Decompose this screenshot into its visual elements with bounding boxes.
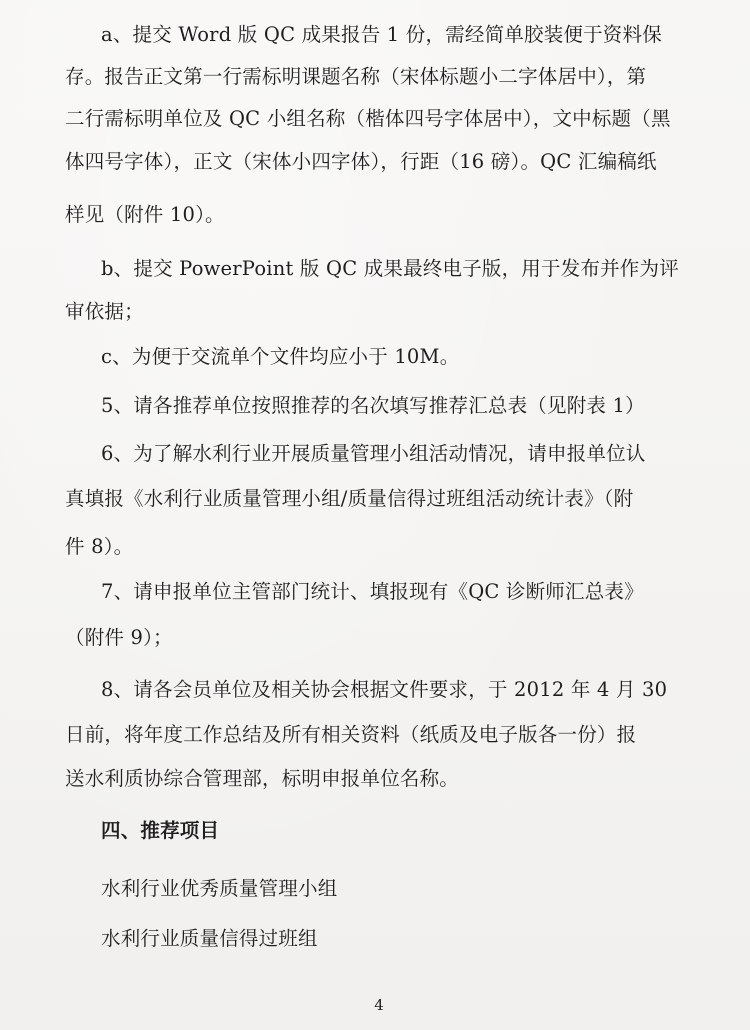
paragraph-c: c、为便于交流单个文件均应小于 10M。 xyxy=(101,345,460,368)
page-number: 4 xyxy=(374,996,384,1014)
paragraph-8-line-3: 送水利质协综合管理部，标明申报单位名称。 xyxy=(65,767,460,790)
paragraph-b-line-1: b、提交 PowerPoint 版 QC 成果最终电子版，用于发布并作为评 xyxy=(101,257,679,280)
paragraph-a-line-1: a、提交 Word 版 QC 成果报告 1 份，需经简单胶装便于资料保 xyxy=(101,23,662,46)
paragraph-7-line-1: 7、请申报单位主管部门统计、填报现有《QC 诊断师汇总表》 xyxy=(101,580,644,603)
recommended-item-2: 水利行业质量信得过班组 xyxy=(101,927,318,950)
paragraph-6-line-2: 真填报《水利行业质量管理小组/质量信得过班组活动统计表》（附 xyxy=(65,487,634,510)
section-heading: 四、推荐项目 xyxy=(101,819,220,842)
paragraph-7-line-2: （附件 9）； xyxy=(65,626,173,649)
paragraph-a-line-2: 存。报告正文第一行需标明课题名称（宋体标题小二字体居中），第 xyxy=(65,65,647,88)
paragraph-a-line-5: 样见（附件 10）。 xyxy=(65,203,225,226)
recommended-item-1: 水利行业优秀质量管理小组 xyxy=(101,877,338,900)
paragraph-6-line-3: 件 8）。 xyxy=(65,535,134,558)
paragraph-b-line-2: 审依据； xyxy=(65,300,144,323)
paragraph-8-line-2: 日前，将年度工作总结及所有相关资料（纸质及电子版各一份）报 xyxy=(65,723,637,746)
paragraph-5: 5、请各推荐单位按照推荐的名次填写推荐汇总表（见附表 1） xyxy=(101,394,645,417)
paragraph-a-line-3: 二行需标明单位及 QC 小组名称（楷体四号字体居中），文中标题（黑 xyxy=(65,107,671,130)
paragraph-6-line-1: 6、为了解水利行业开展质量管理小组活动情况，请申报单位认 xyxy=(101,442,646,465)
paragraph-8-line-1: 8、请各会员单位及相关协会根据文件要求，于 2012 年 4 月 30 xyxy=(101,678,668,701)
paragraph-a-line-4: 体四号字体），正文（宋体小四字体），行距（16 磅）。QC 汇编稿纸 xyxy=(65,150,657,173)
